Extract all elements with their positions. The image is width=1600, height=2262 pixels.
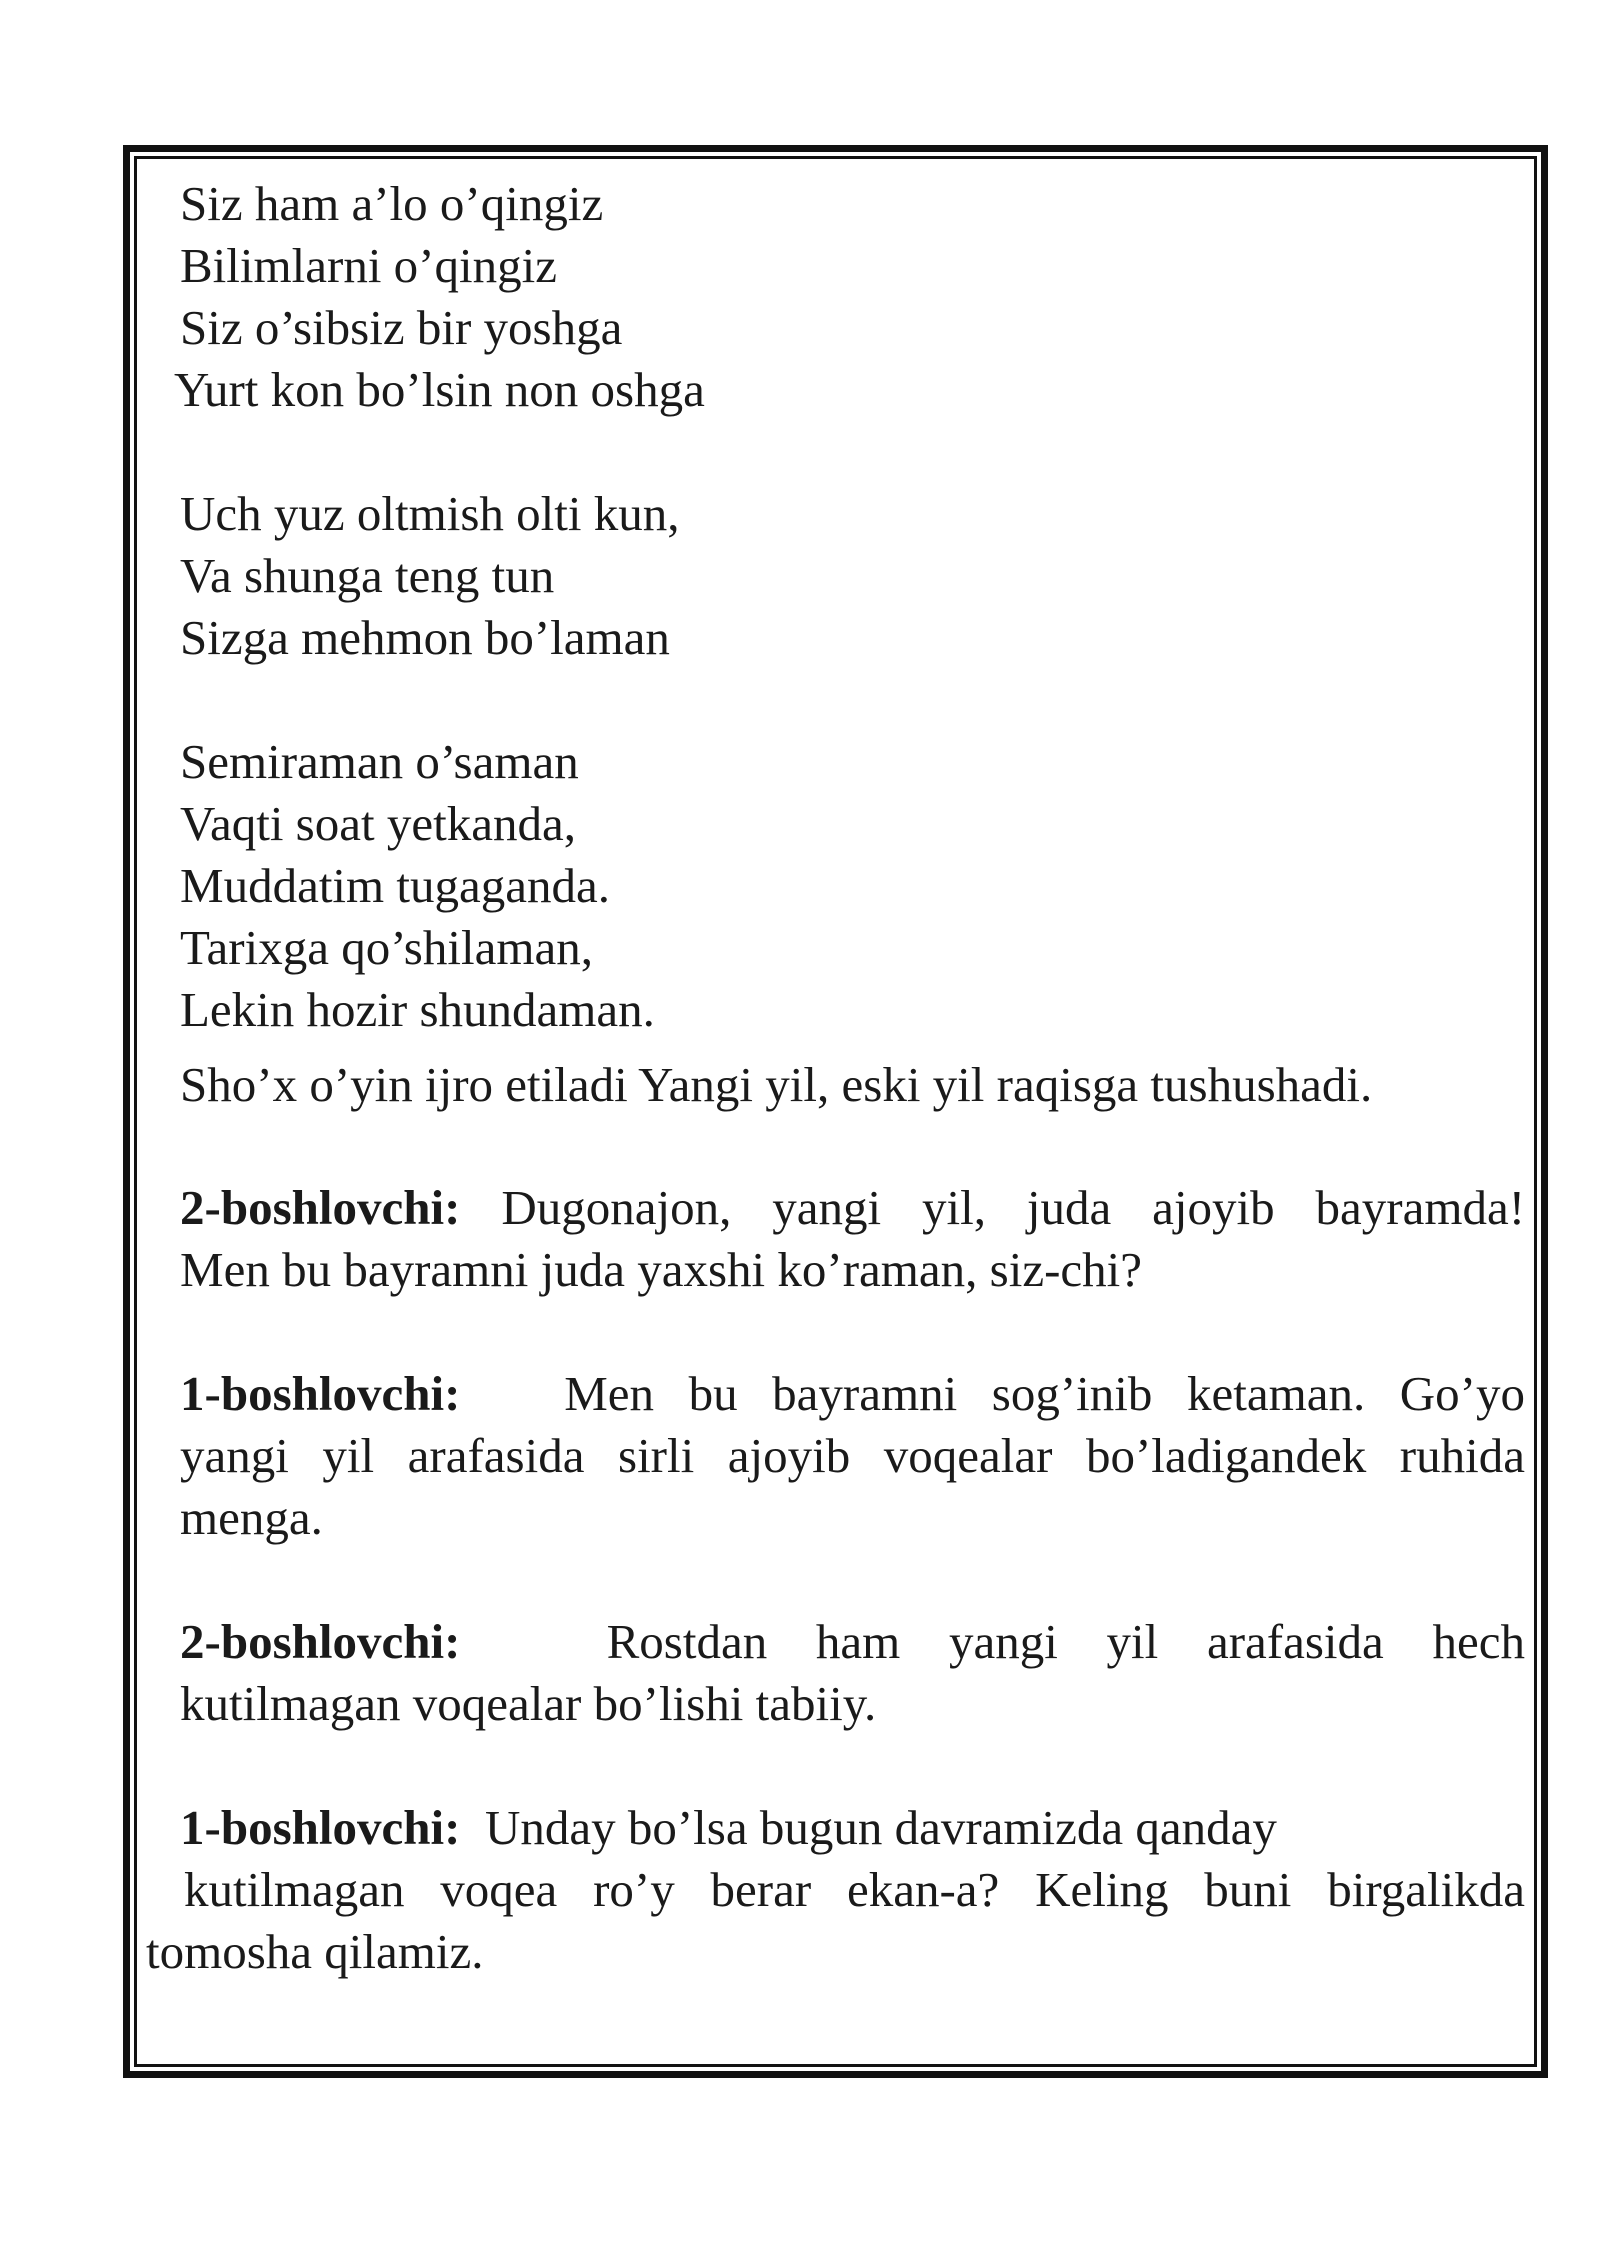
poem-line: Tarixga qo’shilaman, xyxy=(180,920,593,975)
poem-line: Lekin hozir shundaman. xyxy=(180,982,655,1037)
dialogue-line: kutilmagan voqealar bo’lishi tabiiy. xyxy=(180,1676,877,1731)
poem-line: Sizga mehmon bo’laman xyxy=(180,610,670,665)
dialogue-line xyxy=(180,1177,1525,1239)
dialogue-line: yangi yil arafasida sirli ajoyib voqealar bo’ladigandek ruhida xyxy=(180,1428,1525,1483)
poem-line: Siz o’sibsiz bir yoshga xyxy=(180,300,623,355)
poem-line: Semiraman o’saman xyxy=(180,734,579,789)
dialogue-line: tomosha qilamiz. xyxy=(146,1924,484,1979)
dialogue-line: menga. xyxy=(180,1490,323,1545)
document-content xyxy=(137,159,1534,2064)
dialogue-line xyxy=(180,1363,1525,1425)
poem-line: Uch yuz oltmish olti kun, xyxy=(180,486,680,541)
dialogue-line: kutilmagan voqea ro’y berar ekan-a? Keling buni birgalikda xyxy=(184,1862,1525,1917)
poem-line: Va shunga teng tun xyxy=(180,548,555,603)
poem-line: Muddatim tugaganda. xyxy=(180,858,611,913)
poem-line: Bilimlarni o’qingiz xyxy=(180,238,557,293)
stage-direction: Sho’x o’yin ijro etiladi Yangi yil, eski yil raqisga tushushadi. xyxy=(180,1057,1373,1112)
speaker-label: 2-boshlovchi: xyxy=(180,1614,461,1669)
dialogue-text: Men bu bayramni sog’inib ketaman. Go’yo xyxy=(564,1366,1525,1421)
dialogue-text: Rostdan ham yangi yil arafasida hech xyxy=(606,1614,1526,1669)
speaker-label: 2-boshlovchi: xyxy=(180,1180,461,1235)
dialogue-line xyxy=(180,1611,1525,1673)
poem-line: Siz ham a’lo o’qingiz xyxy=(180,176,604,231)
dialogue-text: Unday bo’lsa bugun davramizda qanday xyxy=(484,1800,1277,1855)
poem-line: Yurt kon bo’lsin non oshga xyxy=(174,362,705,417)
speaker-label: 1-boshlovchi: xyxy=(180,1800,461,1855)
dialogue-line xyxy=(180,1797,1277,1859)
speaker-label: 1-boshlovchi: xyxy=(180,1366,461,1421)
page-border xyxy=(123,145,1548,2078)
dialogue-line: Men bu bayramni juda yaxshi ko’raman, siz-chi? xyxy=(180,1242,1143,1297)
page-border-inner xyxy=(134,156,1537,2067)
dialogue-text: Dugonajon, yangi yil, juda ajoyib bayramda! xyxy=(501,1180,1526,1235)
poem-line: Vaqti soat yetkanda, xyxy=(180,796,576,851)
